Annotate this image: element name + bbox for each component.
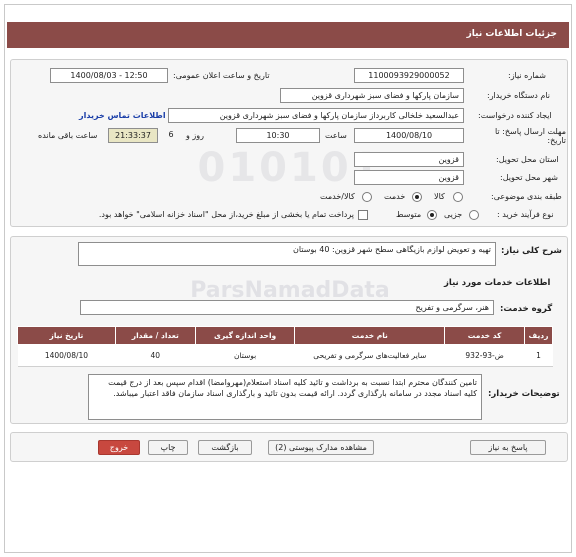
need-summary-label: شرح کلی نیاز: bbox=[501, 246, 562, 256]
table-row bbox=[18, 345, 553, 367]
cell-code: ض-93-932 bbox=[445, 345, 525, 367]
days-field: 6 bbox=[168, 130, 174, 139]
days-label: روز و bbox=[186, 131, 204, 140]
buyer-notes-label: توضیحات خریدار: bbox=[488, 389, 560, 399]
col-qty-header: تعداد / مقدار bbox=[115, 327, 195, 345]
page-title: جزئیات اطلاعات نیاز bbox=[466, 29, 557, 39]
services-section-title: اطلاعات خدمات مورد نیاز bbox=[444, 278, 551, 288]
col-date-header: تاریخ نیاز bbox=[18, 327, 116, 345]
col-code-header: کد خدمت bbox=[445, 327, 525, 345]
process-medium-radio[interactable] bbox=[427, 210, 437, 220]
category-label: طبقه بندی موضوعی: bbox=[491, 192, 562, 201]
category-goods-radio[interactable] bbox=[453, 192, 463, 202]
process-medium-label: متوسط bbox=[396, 210, 422, 219]
cell-row: 1 bbox=[525, 345, 553, 367]
process-minor-radio[interactable] bbox=[469, 210, 479, 220]
treasury-payment-checkbox[interactable] bbox=[358, 210, 368, 220]
category-service-radio[interactable] bbox=[412, 192, 422, 202]
back-button[interactable]: بازگشت bbox=[198, 440, 252, 455]
remaining-time-label: ساعت باقی مانده bbox=[38, 131, 98, 140]
deadline-time-label: ساعت bbox=[325, 131, 347, 140]
cell-unit: بوستان bbox=[195, 345, 295, 367]
treasury-payment-note: پرداخت تمام یا بخشی از مبلغ خرید،از محل "اسناد خزانه اسلامی" خواهد بود. bbox=[98, 210, 354, 219]
category-service-label: خدمت bbox=[384, 192, 406, 201]
requester-field: عبدالسعید خلخالی کاربرداز سازمان پارکها و فضای سبز شهرداری قزوین bbox=[168, 108, 464, 123]
requester-label: ایجاد کننده درخواست: bbox=[478, 111, 552, 120]
cell-qty: 40 bbox=[115, 345, 195, 367]
col-row-header: ردیف bbox=[525, 327, 553, 345]
category-both-label: کالا/خدمت bbox=[320, 192, 355, 201]
need-summary-field: تهیه و تعویض لوازم بازیگاهی سطح شهر قزوین: 40 بوستان bbox=[78, 242, 496, 266]
exit-button[interactable]: خروج bbox=[98, 440, 140, 455]
cell-name: سایر فعالیت‌های سرگرمی و تفریحی bbox=[295, 345, 445, 367]
process-label: نوع فرآیند خرید : bbox=[497, 210, 554, 219]
cell-date: 1400/08/10 bbox=[18, 345, 116, 367]
service-group-field: هنر، سرگرمی و تفریح bbox=[80, 300, 494, 315]
announce-date-field: 1400/08/03 - 12:50 bbox=[50, 68, 168, 83]
services-table bbox=[17, 326, 553, 367]
col-name-header: نام خدمت bbox=[295, 327, 445, 345]
buyer-org-label: نام دستگاه خریدار: bbox=[487, 91, 550, 100]
reply-button[interactable]: پاسخ به نیاز bbox=[470, 440, 546, 455]
col-unit-header: واحد اندازه گیری bbox=[195, 327, 295, 345]
province-field: قزوین bbox=[354, 152, 464, 167]
category-goods-label: کالا bbox=[434, 192, 445, 201]
announce-date-label: تاریخ و ساعت اعلان عمومی: bbox=[173, 71, 270, 80]
table-header-row bbox=[18, 327, 553, 345]
print-button[interactable]: چاپ bbox=[148, 440, 188, 455]
need-number-field: 1100093929000052 bbox=[354, 68, 464, 83]
remaining-time-field: 21:33:37 bbox=[108, 128, 158, 143]
province-label: استان محل تحویل: bbox=[496, 155, 559, 164]
category-both-radio[interactable] bbox=[362, 192, 372, 202]
service-group-label: گروه خدمت: bbox=[500, 304, 553, 314]
need-info-panel bbox=[10, 59, 568, 227]
process-minor-label: جزیی bbox=[444, 210, 463, 219]
deadline-time-field: 10:30 bbox=[236, 128, 320, 143]
attachments-button[interactable]: مشاهده مدارک پیوستی (2) bbox=[268, 440, 374, 455]
deadline-date-field: 1400/08/10 bbox=[354, 128, 464, 143]
need-number-label: شماره نیاز: bbox=[508, 71, 546, 80]
buyer-org-field: سازمان پارکها و فضای سبز شهرداری قزوین bbox=[280, 88, 464, 103]
city-label: شهر محل تحویل: bbox=[500, 173, 558, 182]
buyer-contact-link[interactable]: اطلاعات تماس خریدار bbox=[79, 111, 166, 120]
buyer-notes-field: تامین کنندگان محترم ابتدا نسبت به برداشت و تائید کلیه اسناد استعلام(مهروامضا) اقدام سپس بعد از درج قیمت کلیه اسناد مجدد در سامانه بارگذاری گردد. ارائه قیمت بدون تائید و بارگذاری اسناد سازمان فاقد اعتبار میباشد. bbox=[88, 374, 482, 420]
page-header bbox=[7, 22, 569, 48]
city-field: قزوین bbox=[354, 170, 464, 185]
deadline-label: مهلت ارسال پاسخ: تا تاریخ: bbox=[494, 127, 566, 145]
